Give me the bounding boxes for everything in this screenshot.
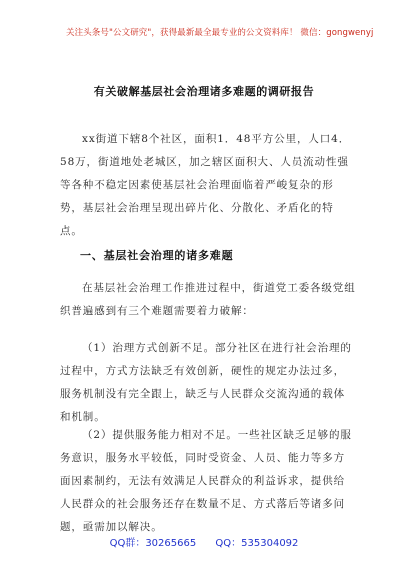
intro-paragraph: xx街道下辖8个社区，面积1．48平方公里，人口4．58万，街道地处老城区，加之辖区面积大、人员流动性强等各种不稳定因素使基层社会治理面临着严峻复杂的形势，基层社会治理呈现出碎片化、分散化、矛盾化的特点。 xyxy=(60,133,351,237)
footer-qq: QQ：535304092 xyxy=(215,538,299,549)
point-1-paragraph: （1）治理方式创新不足。部分社区在进行社会治理的过程中，方式方法缺乏有效创新，硬性的规定办法过多，服务机制没有完全跟上，缺乏与人民群众交流沟通的载体和机制。 xyxy=(60,342,352,423)
section-intro-paragraph: 在基层社会治理工作推进过程中，街道党工委各级党组织普遍感到有三个难题需要着力破解： xyxy=(60,282,356,317)
header-banner: 关注头条号"公文研究"，获得最新最全最专业的公文资料库！ 微信：gongwenyj xyxy=(66,28,374,38)
section-heading: 一、基层社会治理的诸多难题 xyxy=(80,249,234,262)
footer xyxy=(0,534,408,549)
footer-qq-group: QQ群：30265665 xyxy=(109,538,197,549)
document-title: 有关破解基层社会治理诸多难题的调研报告 xyxy=(93,85,315,98)
point-2-paragraph: （2）提供服务能力相对不足。一些社区缺乏足够的服务意识，服务水平较低，同时受资金、人员、能力等多方面因素制约，无法有效满足人民群众的利益诉求，提供给人民群众的社会服务还存在数量不足、方式落后等诸多问题，亟需加以解决。 xyxy=(60,429,352,533)
